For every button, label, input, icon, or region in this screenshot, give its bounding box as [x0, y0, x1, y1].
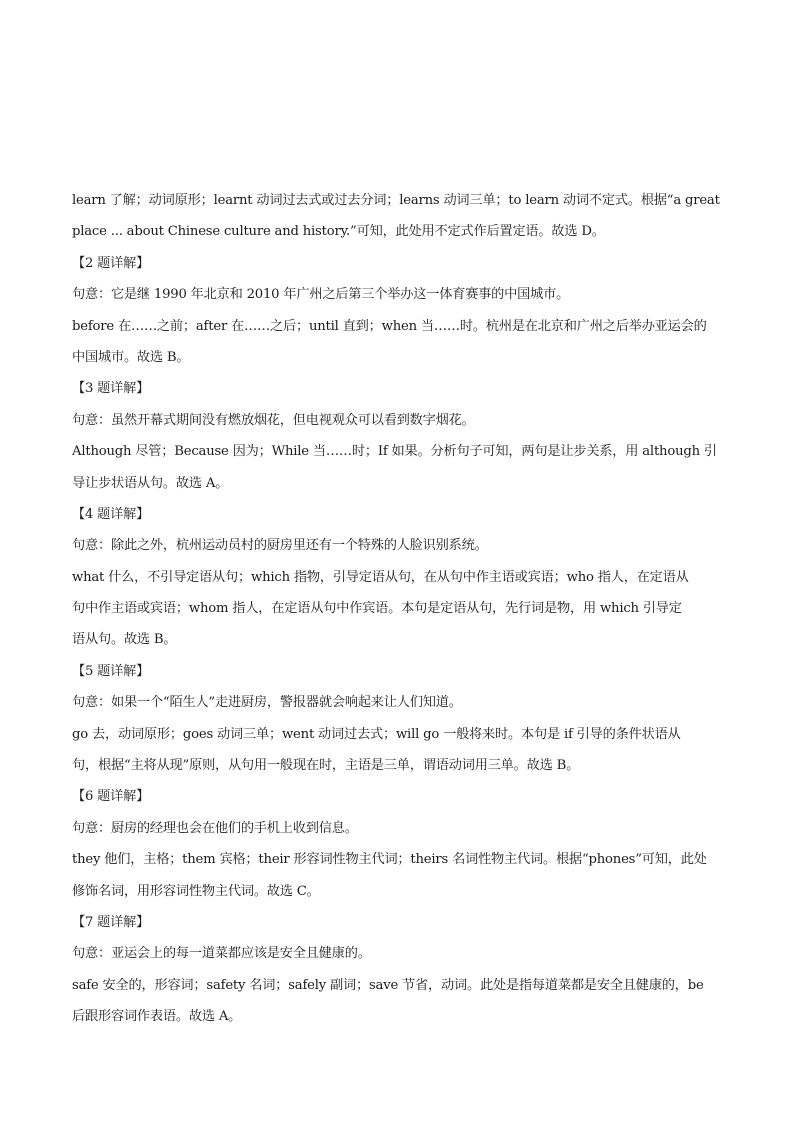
question-6-heading: 【6 题详解】	[72, 789, 150, 805]
text-line: 中国城市。故选 B。	[72, 349, 190, 365]
text-line: 句意：它是继 1990 年北京和 2010 年广州之后第三个举办这一体育赛事的中国城市。	[72, 287, 570, 303]
question-4-heading: 【4 题详解】	[72, 506, 150, 522]
text-line: place ... about Chinese culture and history.”可知，此处用不定式作后置定语。故选 D。	[72, 224, 605, 240]
text-line: 句，根据“主将从现”原则，从句用一般现在时，主语是三单，谓语动词用三单。故选 B。	[72, 758, 580, 774]
text-line: 句意：亚运会上的每一道菜都应该是安全且健康的。	[72, 946, 371, 962]
text-line: 句中作主语或宾语；whom 指人，在定语从句中作宾语。本句是定语从句，先行词是物，用 which 引导定	[72, 601, 682, 617]
text-line: 句意：如果一个“陌生人”走进厨房，警报器就会响起来让人们知道。	[72, 695, 462, 711]
text-line: go 去，动词原形；goes 动词三单；went 动词过去式；will go 一般将来时。本句是 if 引导的条件状语从	[72, 726, 681, 742]
question-5-heading: 【5 题详解】	[72, 663, 150, 679]
text-line: Although 尽管；Because 因为；While 当……时；If 如果。分析句子可知，两句是让步关系，用 although 引	[72, 444, 717, 460]
text-line: 句意：虽然开幕式期间没有燃放烟花，但电视观众可以看到数字烟花。	[72, 412, 475, 428]
text-line: before 在……之前；after 在……之后；until 直到；when 当……时。杭州是在北京和广州之后举办亚运会的	[72, 318, 707, 334]
text-line: 导让步状语从句。故选 A。	[72, 475, 229, 491]
question-7-heading: 【7 题详解】	[72, 914, 150, 930]
text-line: 修饰名词，用形容词性物主代词。故选 C。	[72, 883, 320, 899]
text-line: 语从句。故选 B。	[72, 632, 177, 648]
text-line: what 什么，不引导定语从句；which 指物，引导定语从句，在从句中作主语或宾语；who 指人，在定语从	[72, 569, 689, 585]
question-3-heading: 【3 题详解】	[72, 381, 150, 397]
text-line: 句意：厨房的经理也会在他们的手机上收到信息。	[72, 820, 358, 836]
text-line: they 他们，主格；them 宾格；their 形容词性物主代词；theirs 名词性物主代词。根据“phones”可知，此处	[72, 852, 707, 868]
text-line: safe 安全的，形容词；safety 名词；safely 副词；save 节省，动词。此处是指每道菜都是安全且健康的，be	[72, 977, 704, 993]
question-2-heading: 【2 题详解】	[72, 255, 150, 271]
text-line: 后跟形容词作表语。故选 A。	[72, 1009, 242, 1025]
answer-explanation-body	[72, 188, 732, 1036]
text-line: 句意：除此之外，杭州运动员村的厨房里还有一个特殊的人脸识别系统。	[72, 538, 488, 554]
text-line: learn 了解；动词原形；learnt 动词过去式或过去分词；learns 动词三单；to learn 动词不定式。根据“a great	[72, 193, 720, 208]
